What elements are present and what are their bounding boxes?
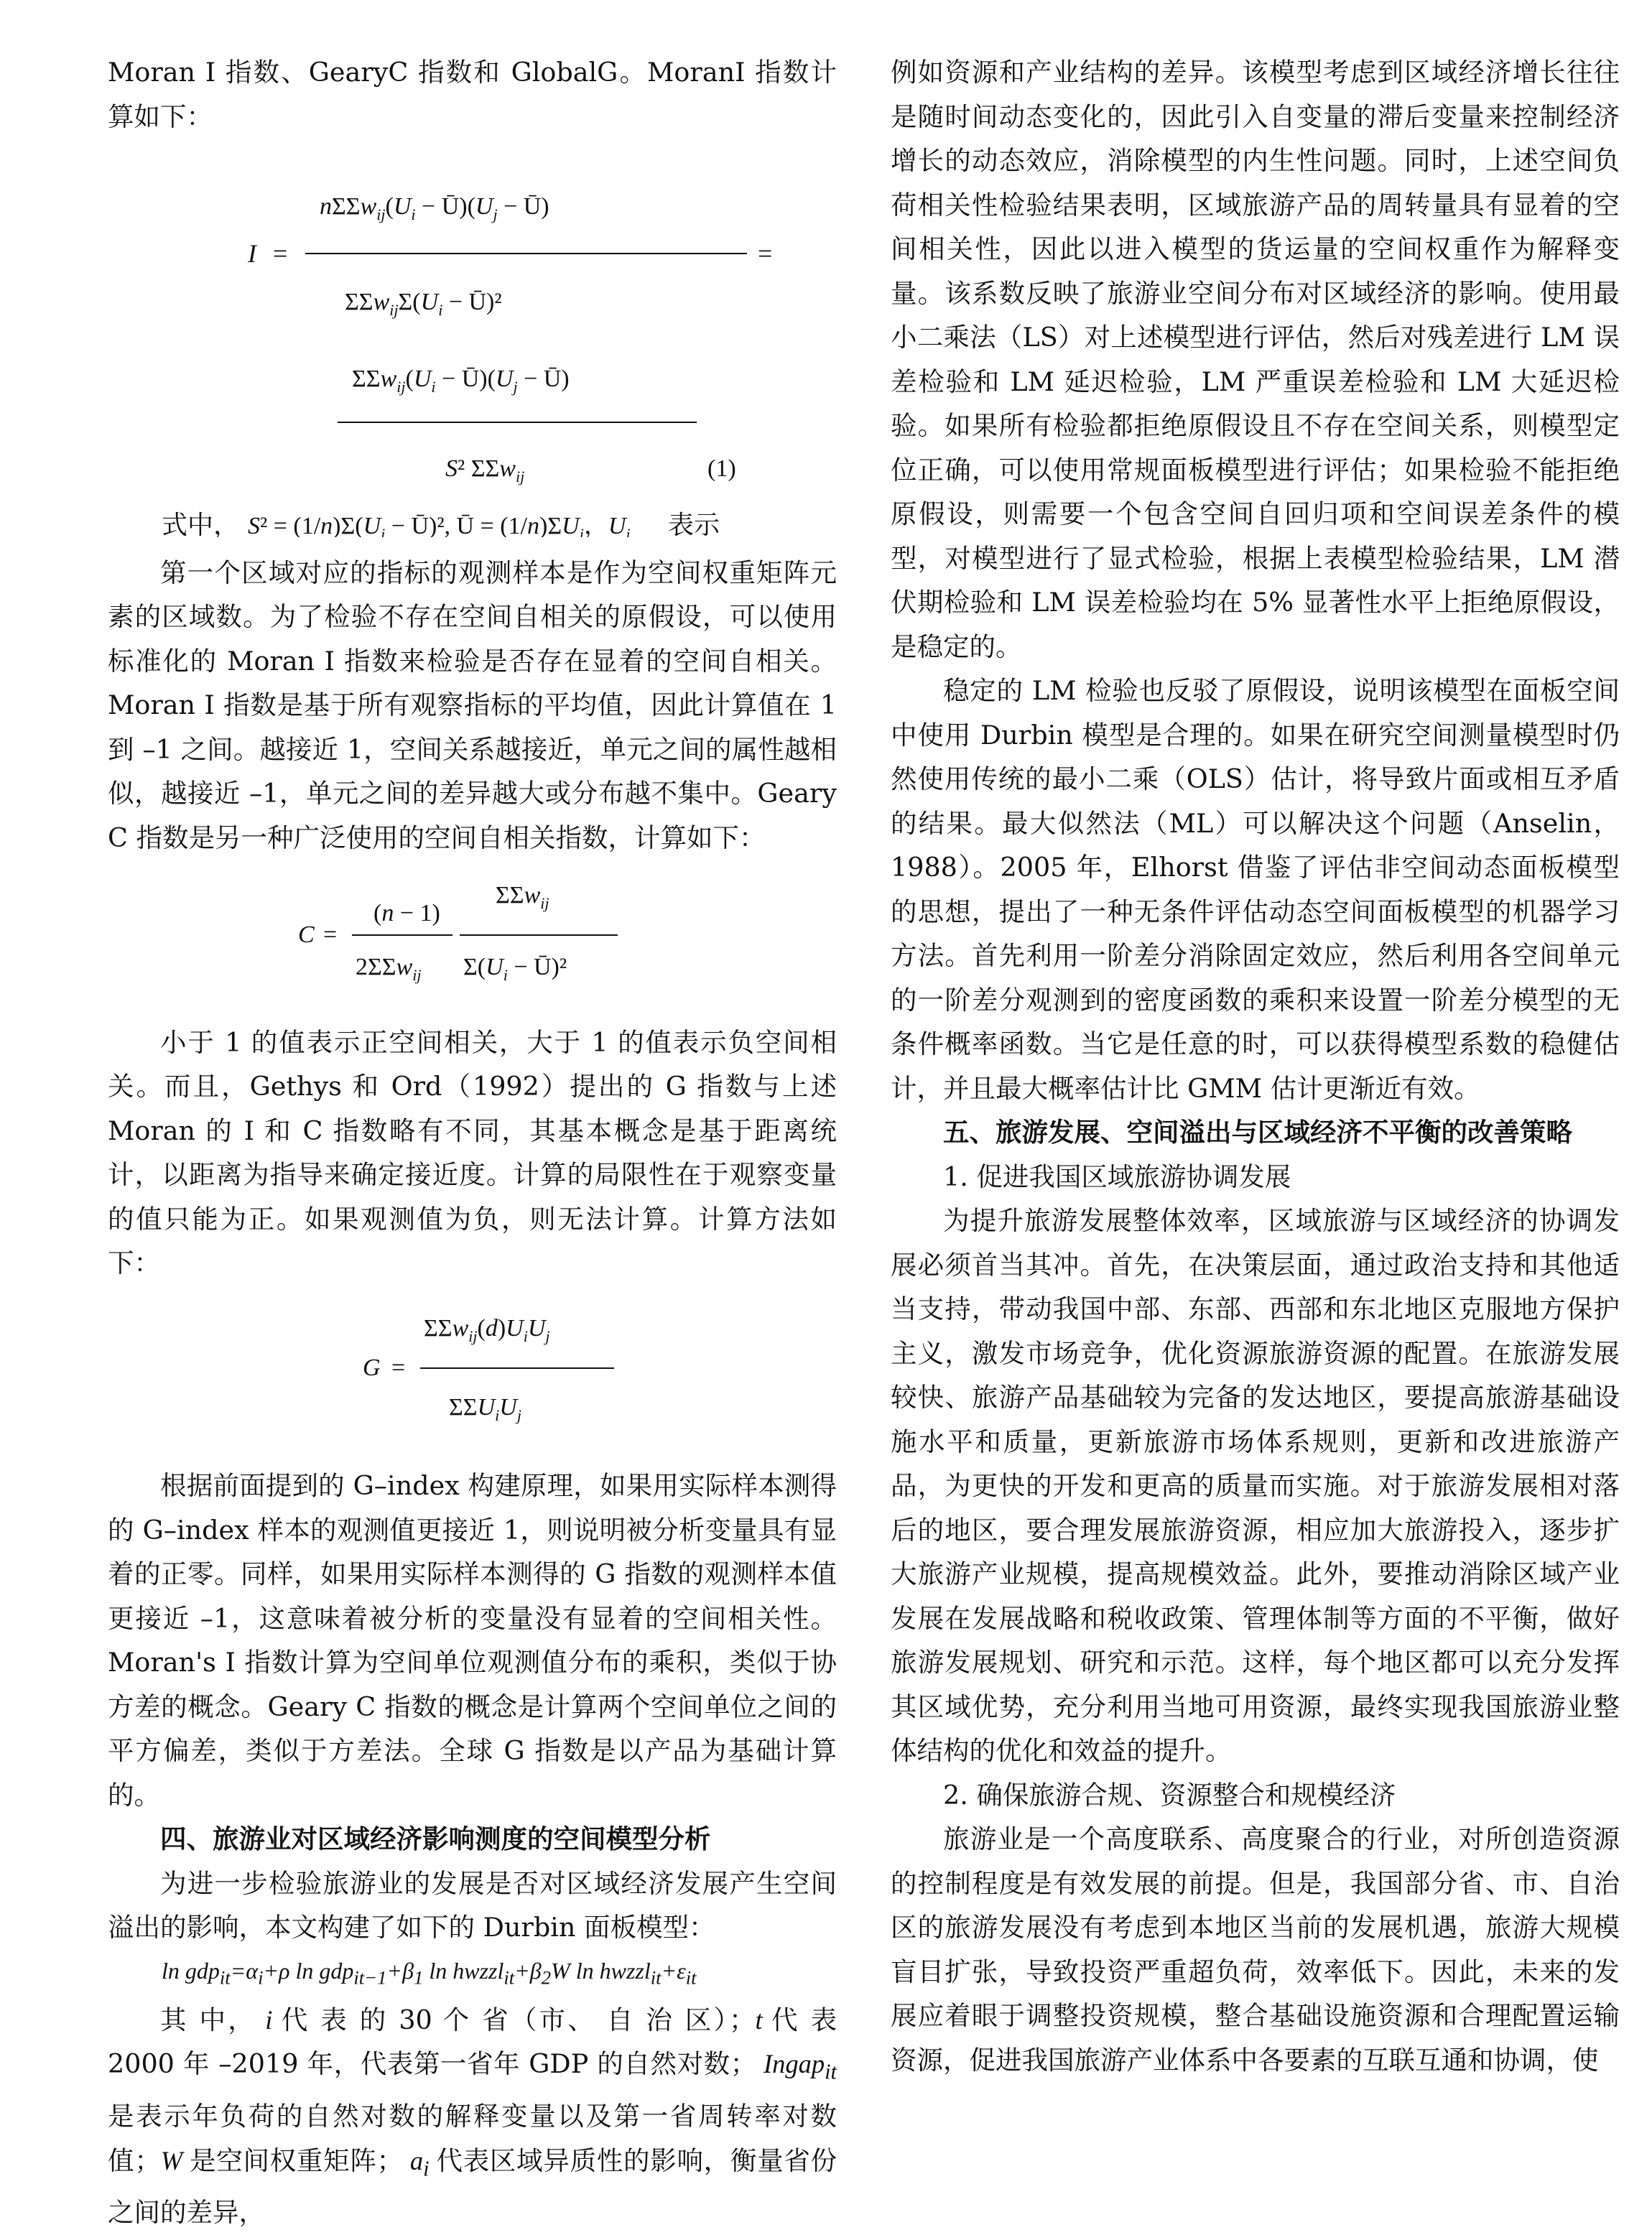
svg-text:S² = (1/n)Σ(Ui − Ū)², Ū = (1/n: $S^2 = (1/n)\Sigma(U_i$ − Ū)², Ū = $(1/n)\Sigma U_i$，$U_i$ [248,513,631,537]
paragraph-coordination: 为提升旅游发展整体效率，区域旅游与区域经济的协调发展必须首当其冲。首先，在决策层面，通过政治支持和其他适当支持，带动我国中部、东部、西部和东北地区克服地方保护主义，激发市场竞争，优化资源旅游资源的配置。在旅游发展较快、旅游产品基础较为完备的发达地区，要提高旅游基础设施水平和质量，更新旅游市场体系规则，更新和改进旅游产品，为更快的开发和更高的质量而实施。对于旅游发展相对落后的地区，要合理发展旅游资源，相应加大旅游投入，逐步扩大旅游产业规模，提高规模效益。此外，要推动消除区域产业发展在发展战略和税收政策、管理体制等方面的不平衡，做好旅游发展规划、研究和示范。这样，每个地区都可以充分发挥其区域优势，充分利用当地可用资源，最终实现我国旅游业整体结构的优化和效益的提升。 [891,1205,1620,1766]
svg-text:G: G [363,1354,381,1381]
svg-text:表示: 表示 [668,511,720,537]
svg-text:式中，: 式中， [162,511,240,537]
paragraph-lm-test: 稳定的 LM 检验也反驳了原假设，说明该模型在面板空间中使用 Durbin 模型是合理的。如果在研究空间测量模型时仍然使用传统的最小二乘（OLS）估计，将导致片面或相互矛盾的结果。最大似然法（ML）可以解决这个问题（Anselin，1988）。2005 年，Elhorst 借鉴了评估非空间动态面板模型的思想，提出了一种无条件评估动态空间面板模型的机器学习方法。首先利用一阶差分消除固定效应，然后利用各空间单元的一阶差分观测到的密度函数的乘积来设置一阶差分模型的无条件概率函数。当它是任意的时，可以获得模型系数的稳健估计，并且最大概率估计比 GMM 估计更渐近有效。 [891,675,1620,1104]
equation-number: (1) [707,455,736,482]
paragraph-g-index-principle: 根据前面提到的 G–index 构建原理，如果用实际样本测得的 G–index 样本的观测值更接近 1，则说明被分析变量具有显着的正零。同样，如果用实际样本测得的 G 指数的观测样本值更接近 –1，这意味着被分析的变量没有显着的空间相关性。Moran's I 指数计算为空间单位观测值分布的乘积，类似于协方差的概念。Geary C 指数的概念是计算两个空间单位之间的平方偏差，类似于方差法。全球 G 指数是以产品为基础计算的。 [108,1470,837,1811]
svg-text:ΣΣwijΣ(Ui − Ū)²: $\Sigma\Sigma w_{ij}\Sigma(U_i$ − Ū)² [345,289,502,319]
svg-text:2ΣΣwij: 2ΣΣw$_{ij}$ [356,954,422,984]
section-heading-4: 四、旅游业对区域经济影响测度的空间模型分析 [160,1823,711,1854]
paragraph-durbin-intro: 为进一步检验旅游业的发展是否对区域经济发展产生空间溢出的影响，本文构建了如下的 Durbin 面板模型： [108,1867,837,1943]
svg-text:ΣΣwij(d)UiUj: $\Sigma\Sigma w_{ij}(d)U_iU_j$ [424,1314,550,1345]
section-heading-5: 五、旅游发展、空间溢出与区域经济不平衡的改善策略 [943,1117,1572,1148]
equation-1 [108,139,837,551]
paragraph-model-tests: 例如资源和产业结构的差异。该模型考虑到区域经济增长往往是随时间动态变化的，因此引入自变量的滞后变量来控制经济增长的动态效应，消除模型的内生性问题。同时，上述空间负荷相关性检验结果表明，区域旅游产品的周转量具有显着的空间相关性，因此以进入模型的货运量的空间权重作为解释变量。该系数反映了旅游业空间分布对区域经济的影响。使用最小二乘法（LS）对上述模型进行评估，然后对残差进行 LM 误差检验和 LM 延迟检验，LM 严重误差检验和 LM 大延迟检验。如果所有检验都拒绝原假设且不存在空间关系，则模型定位正确，可以使用常规面板模型进行评估；如果检验不能拒绝原假设，则需要一个包含空间自回归项和空间误差条件的模型，对模型进行了显式检验，根据上表模型检验结果，LM 潜伏期检验和 LM 误差检验均在 5% 显著性水平上拒绝原假设，是稳定的。 [891,57,1620,662]
moran-formula [108,139,837,537]
svg-text:=: = [391,1354,406,1381]
svg-text:ΣΣwij: ΣΣw$_{ij}$ [496,882,549,912]
geary-formula [108,860,837,1007]
paragraph-g-index: 小于 1 的值表示正空间相关，大于 1 的值表示负空间相关。而且，Gethys 和 Ord（1992）提出的 G 指数与上述 Moran 的 I 和 C 指数略有不同，其基本概念是基于距离统计，以距离为指导来确定接近度。计算的局限性在于观察变量的值只能为正。如果观测值为负，则无法计算。计算方法如下： [108,1026,837,1278]
paragraph-moran: 第一个区域对应的指标的观测样本是作为空间权重矩阵元素的区域数。为了检验不存在空间自相关的原假设，可以使用标准化的 Moran I 指数来检验是否存在显着的空间自相关。Moran I 指数是基于所有观察指标的平均值，因此计算值在 1 到 –1 之间。越接近 1，空间关系越接近，单元之间的属性越相似，越接近 –1，单元之间的差异越大或分布越不集中。Geary C 指数是另一种广泛使用的空间自相关指数，计算如下： [108,557,837,853]
paragraph-variables: 其 中， i 代 表 的 30 个 省（市、 自 治 区）；t 代 表 2000 年 –2019 年，代表第一省年 GDP 的自然对数； Ingap$_{it}$ 是表示年负荷的自然对数的解释变量以及第一省周转率对数值；W 是空间权重矩阵； $a_i$ 代表区域异质性的影响，衡量省份之间的差异， [108,2004,837,2229]
left-column [108,50,837,2235]
svg-text:Σ(Ui − Ū)²: $\Sigma(U_i$ − Ū)² [463,954,567,984]
svg-text:nΣΣwij(Ui − Ū)(Uj − Ū): $n\Sigma\Sigma w_{ij}(U_i$ − $Ū)(U_j$ − Ū) [320,193,549,223]
svg-text:C: C [298,921,315,948]
right-column [891,50,1620,2082]
svg-text:ΣΣwij(Ui − Ū)(Uj − Ū): $\Sigma\Sigma w_{ij}(U_i$ − $Ū)(U_j$ − Ū) [352,366,570,396]
g-formula [108,1286,837,1451]
paragraph-compliance: 旅游业是一个高度联系、高度聚合的行业，对所创造资源的控制程度是有效发展的前提。但是，我国部分省、市、自治区的旅游发展没有考虑到本地区当前的发展机遇，旅游大规模盲目扩张，导致投资严重超负荷，效率低下。因此，未来的发展应着眼于调整投资规模，整合基础设施资源和合理配置运输资源，促进我国旅游产业体系中各要素的互联互通和协调，使 [891,1823,1620,2076]
svg-text:I: I [248,239,256,268]
svg-text:ΣΣUiUj: $\Sigma\Sigma U_iU_j$ [449,1393,521,1424]
svg-text:=: = [758,239,773,268]
subheading-1: 1. 促进我国区域旅游协调发展 [943,1161,1291,1192]
equation-geary [108,860,837,1021]
svg-text:(n − 1): (n − 1) [373,900,440,926]
equation-g [108,1286,837,1464]
svg-text:S² ΣΣwij: S² ΣΣw$_{ij}$ [445,455,525,485]
svg-text:=: = [323,921,338,948]
intro-text: Moran I 指数、GearyC 指数和 GlobalG。MoranI 指数计算如下： [108,57,837,132]
svg-text:=: = [273,239,288,268]
subheading-2: 2. 确保旅游合规、资源整合和规模经济 [943,1779,1396,1811]
durbin-equation: $\ln gdp_{it}=\alpha_i+\rho$ $\ln gdp_{it-1}+\beta_1$ $\ln hwzzl_{it}+\beta_2W$ $\ln hwzzl_{it}+\varepsilon_{it}$ [162,1957,697,1988]
